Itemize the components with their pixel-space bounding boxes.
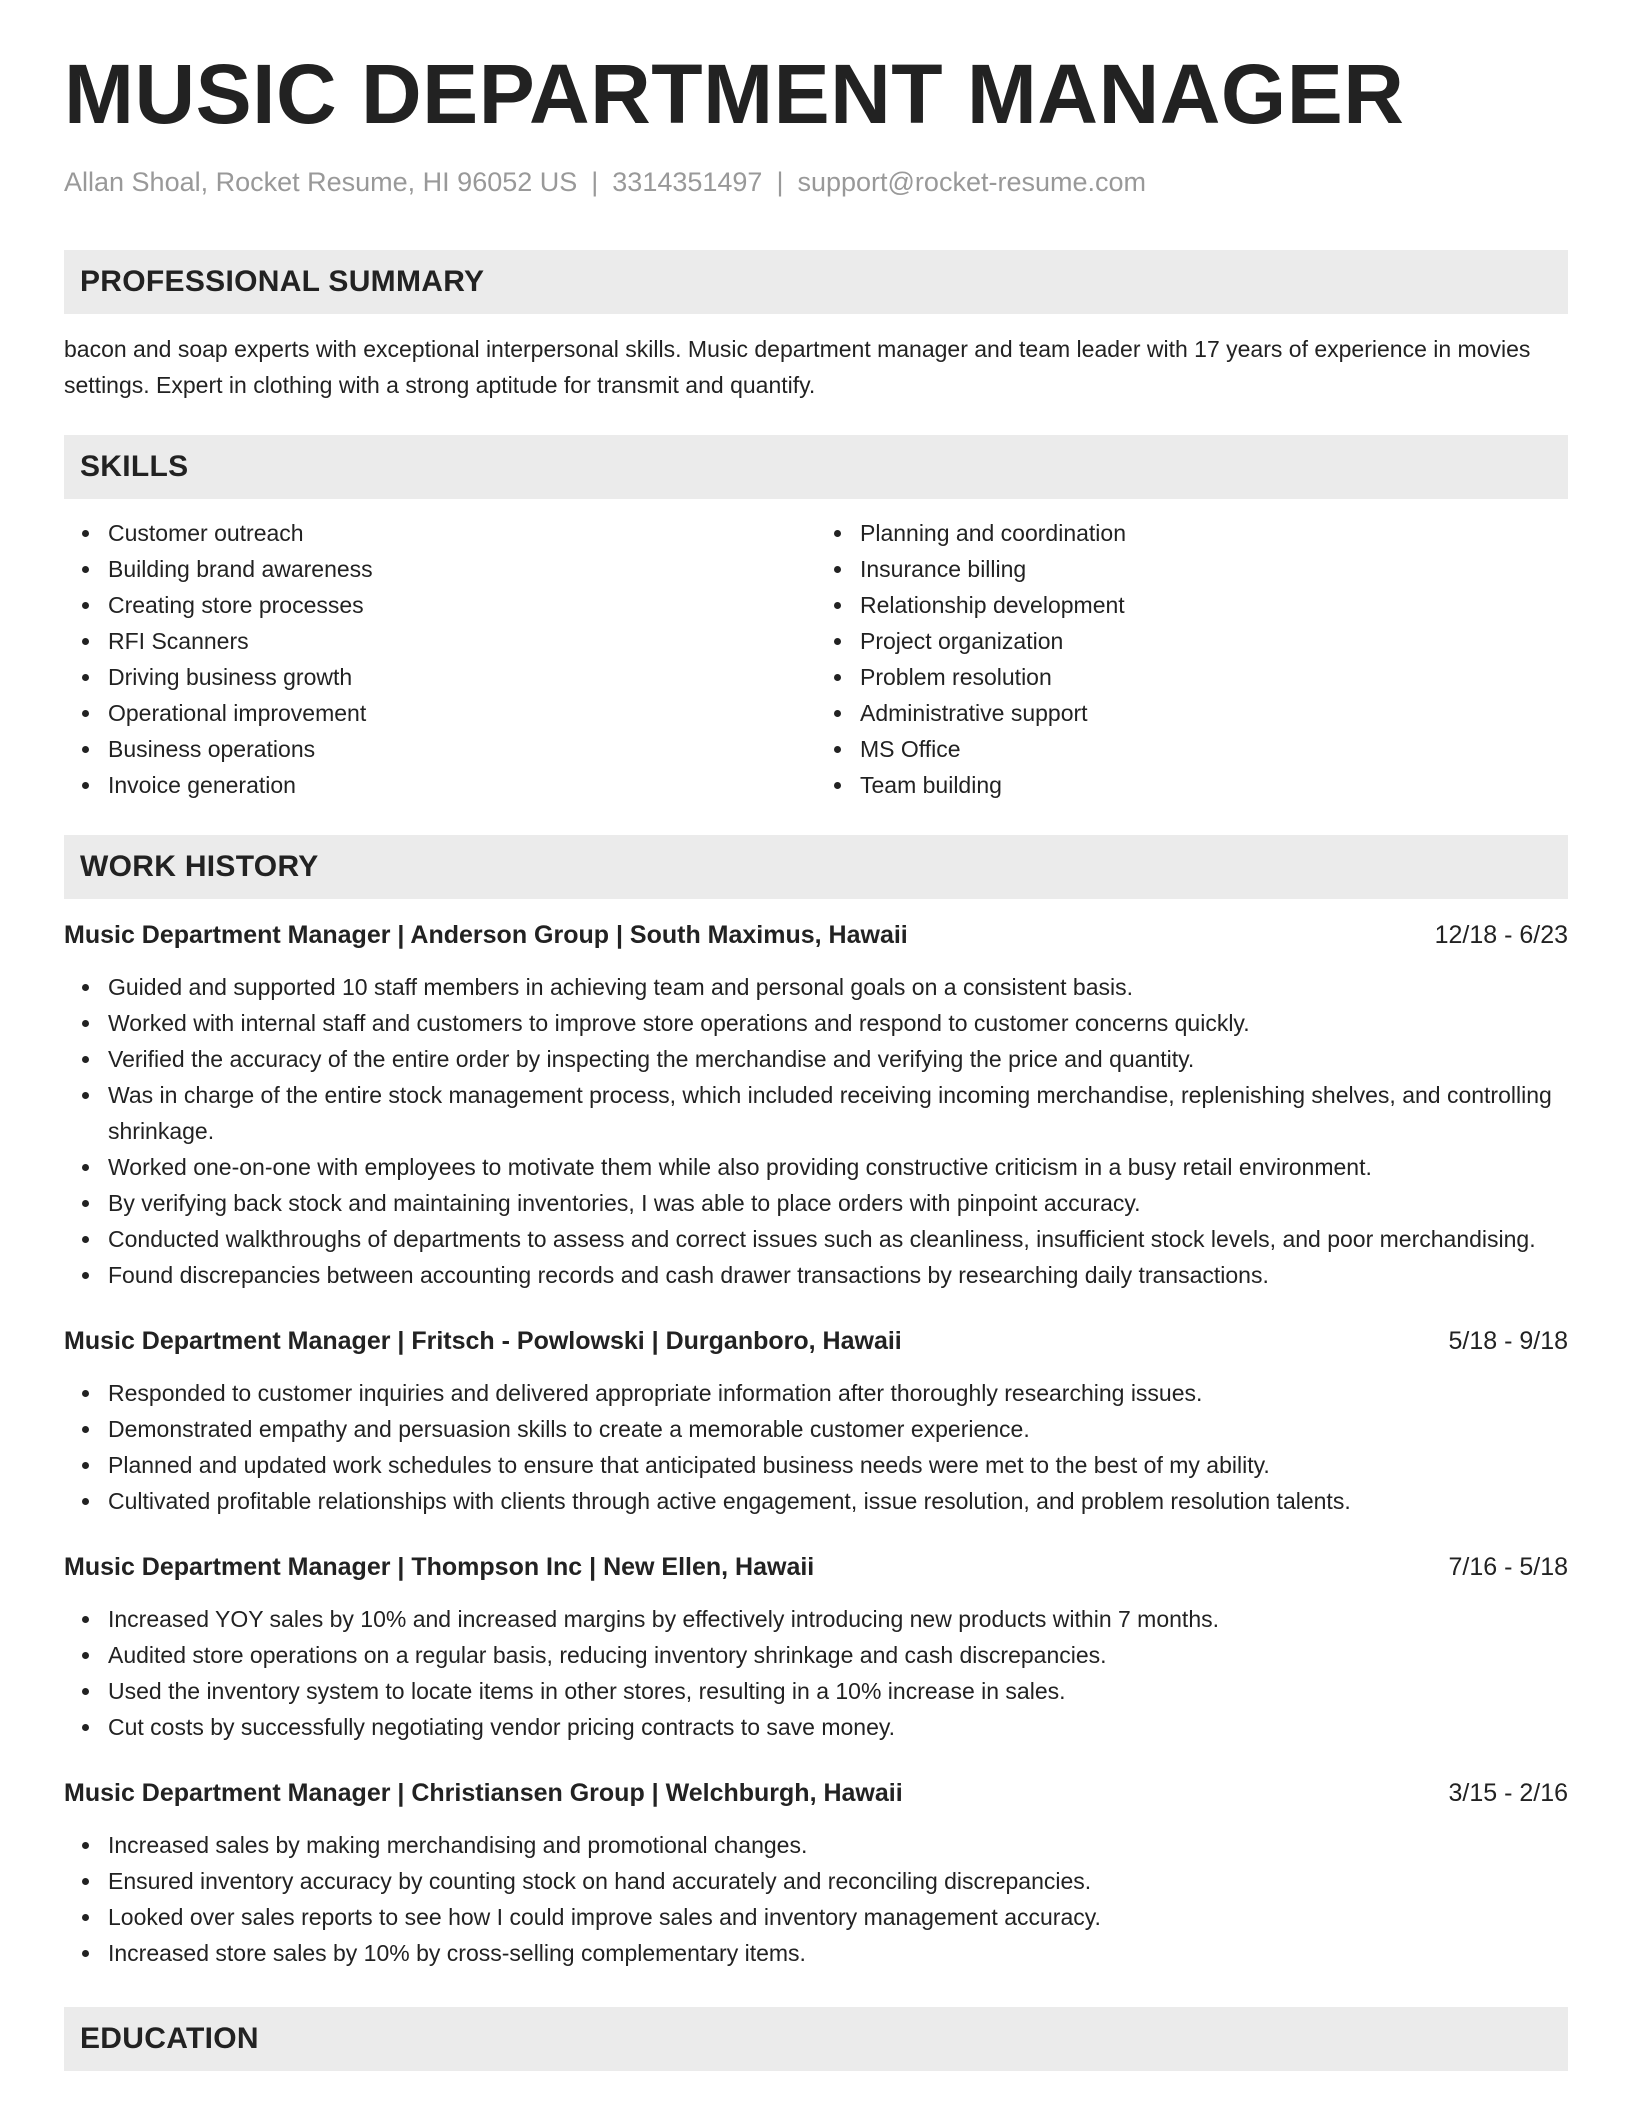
job-bullets [64, 969, 1568, 1293]
education-section-header: EDUCATION [64, 2007, 1568, 2071]
skill-item: Driving business growth [108, 659, 816, 695]
job-dates: 7/16 - 5/18 [1448, 1553, 1568, 1582]
job-title: Music Department Manager | Anderson Group | South Maximus, Hawaii [64, 921, 908, 950]
job-bullet: Increased store sales by 10% by cross-selling complementary items. [108, 1935, 1568, 1971]
job-bullet: Guided and supported 10 staff members in achieving team and personal goals on a consistent basis. [108, 969, 1568, 1005]
job-bullet: Increased YOY sales by 10% and increased margins by effectively introducing new products within 7 months. [108, 1601, 1568, 1637]
job-bullet: Ensured inventory accuracy by counting stock on hand accurately and reconciling discrepancies. [108, 1863, 1568, 1899]
job-bullets [64, 1375, 1568, 1519]
job-entry [64, 1323, 1568, 1519]
job-bullet: Audited store operations on a regular basis, reducing inventory shrinkage and cash discrepancies. [108, 1637, 1568, 1673]
skills-column-right [816, 515, 1568, 803]
work-history-section-header: WORK HISTORY [64, 835, 1568, 899]
job-dates: 3/15 - 2/16 [1448, 1779, 1568, 1808]
skill-item: Team building [860, 767, 1568, 803]
skill-item: Problem resolution [860, 659, 1568, 695]
skill-item: Administrative support [860, 695, 1568, 731]
job-header [64, 1323, 1568, 1359]
job-entry [64, 1775, 1568, 1971]
skill-item: MS Office [860, 731, 1568, 767]
job-bullet: Responded to customer inquiries and delivered appropriate information after thoroughly researching issues. [108, 1375, 1568, 1411]
job-bullet: Planned and updated work schedules to ensure that anticipated business needs were met to the best of my ability. [108, 1447, 1568, 1483]
summary-section-header: PROFESSIONAL SUMMARY [64, 250, 1568, 314]
skill-item: Creating store processes [108, 587, 816, 623]
skill-item: Project organization [860, 623, 1568, 659]
job-dates: 5/18 - 9/18 [1448, 1327, 1568, 1356]
contact-phone: 3314351497 [612, 167, 763, 197]
job-bullet: By verifying back stock and maintaining inventories, I was able to place orders with pinpoint accuracy. [108, 1185, 1568, 1221]
job-title: Music Department Manager | Christiansen Group | Welchburgh, Hawaii [64, 1779, 903, 1808]
skill-item: RFI Scanners [108, 623, 816, 659]
job-bullets [64, 1827, 1568, 1971]
job-bullet: Cut costs by successfully negotiating vendor pricing contracts to save money. [108, 1709, 1568, 1745]
contact-email: support@rocket-resume.com [797, 167, 1146, 197]
job-title: Music Department Manager | Fritsch - Powlowski | Durganboro, Hawaii [64, 1327, 902, 1356]
job-entry [64, 1549, 1568, 1745]
job-bullet: Increased sales by making merchandising and promotional changes. [108, 1827, 1568, 1863]
job-bullets [64, 1601, 1568, 1745]
skill-item: Customer outreach [108, 515, 816, 551]
job-dates: 12/18 - 6/23 [1434, 921, 1568, 950]
contact-line [64, 166, 1568, 198]
skill-item: Planning and coordination [860, 515, 1568, 551]
skill-item: Relationship development [860, 587, 1568, 623]
job-bullet: Worked one-on-one with employees to motivate them while also providing constructive criticism in a busy retail environment. [108, 1149, 1568, 1185]
job-bullet: Found discrepancies between accounting records and cash drawer transactions by researching daily transactions. [108, 1257, 1568, 1293]
job-bullet: Looked over sales reports to see how I could improve sales and inventory management accuracy. [108, 1899, 1568, 1935]
job-bullet: Conducted walkthroughs of departments to assess and correct issues such as cleanliness, insufficient stock levels, and poor merchandising. [108, 1221, 1568, 1257]
job-bullet: Used the inventory system to locate items in other stores, resulting in a 10% increase in sales. [108, 1673, 1568, 1709]
job-bullet: Was in charge of the entire stock management process, which included receiving incoming merchandise, replenishing shelves, and controlling shrinkage. [108, 1077, 1568, 1149]
contact-address: Allan Shoal, Rocket Resume, HI 96052 US [64, 167, 578, 197]
job-bullet: Cultivated profitable relationships with clients through active engagement, issue resolution, and problem resolution talents. [108, 1483, 1568, 1519]
skill-item: Operational improvement [108, 695, 816, 731]
job-bullet: Worked with internal staff and customers to improve store operations and respond to customer concerns quickly. [108, 1005, 1568, 1041]
job-bullet: Demonstrated empathy and persuasion skills to create a memorable customer experience. [108, 1411, 1568, 1447]
job-header [64, 917, 1568, 953]
skill-item: Invoice generation [108, 767, 816, 803]
page-title: MUSIC DEPARTMENT MANAGER [64, 47, 1405, 141]
job-bullet: Verified the accuracy of the entire order by inspecting the merchandise and verifying the price and quantity. [108, 1041, 1568, 1077]
skills-section-header: SKILLS [64, 435, 1568, 499]
contact-separator: | [776, 167, 784, 197]
job-header [64, 1549, 1568, 1585]
skills-grid [64, 515, 1568, 803]
skill-item: Business operations [108, 731, 816, 767]
skill-item: Building brand awareness [108, 551, 816, 587]
contact-separator: | [591, 167, 599, 197]
job-header [64, 1775, 1568, 1811]
job-entry [64, 917, 1568, 1293]
job-title: Music Department Manager | Thompson Inc | New Ellen, Hawaii [64, 1553, 815, 1582]
skills-column-left [64, 515, 816, 803]
skill-item: Insurance billing [860, 551, 1568, 587]
summary-text: bacon and soap experts with exceptional interpersonal skills. Music department manager and team leader with 17 years of experience in movies settings. Expert in clothing with a strong aptitude for transmit and quantify. [64, 336, 1531, 399]
